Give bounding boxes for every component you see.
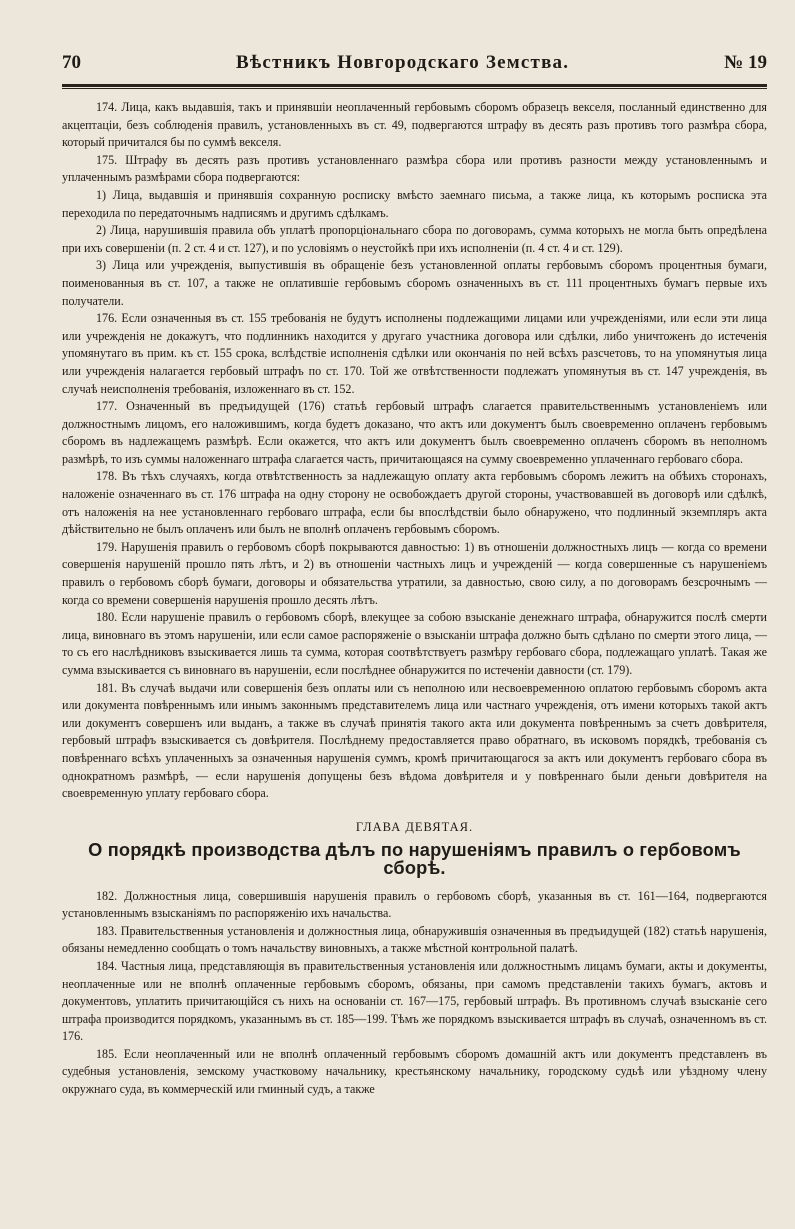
article-body xyxy=(62,99,767,1099)
page-header xyxy=(62,52,767,80)
paragraph-181: 181. Въ случаѣ выдачи или совершенія безъ оплаты или съ неполною или несвоевременною оплатою гербовымъ сборомъ акта или документа повѣреннымъ или инымъ законнымъ представителемъ лица или частнаго учрежденія, отъ имени которыхъ такой актъ или документъ совершенъ или выданъ, а также въ случаѣ принятія такого акта или документа повѣреннымъ за счетъ довѣрителя, гербовый штрафъ взыскивается съ довѣрителя. Послѣднему предоставляется право обратнаго, въ исковомъ порядкѣ, требованія съ повѣреннаго всѣхъ уплаченныхъ за означенныя нарушенія суммъ, кромѣ причитающагося за актъ или документъ гербоваго сбора въ однократномъ размѣрѣ, — если нарушенія допущены безъ вѣдома довѣрителя и у повѣреннаго были деньги довѣрителя на своевременную уплату гербоваго сбора. xyxy=(62,680,767,801)
issue-number: № 19 xyxy=(724,52,767,73)
chapter-label: ГЛАВА ДЕВЯТАЯ. xyxy=(355,819,474,834)
paragraph-175-item-2: 2) Лица, нарушившія правила объ уплатѣ пропорціональнаго сбора по договорамъ, сумма которыхъ не могла быть опредѣлена при ихъ совершеніи (п. 2 ст. 4 и ст. 127), и по условіямъ о неустойкѣ при ихъ исполненіи (п. 4 ст. 4 и ст. 129). xyxy=(62,223,767,255)
page-number: 70 xyxy=(62,52,81,73)
paragraph-185: 185. Если неоплаченный или не вполнѣ оплаченный гербовымъ сборомъ домашній актъ или документъ представленъ въ судебныя установленія, земскому участковому начальнику, крестьянскому начальнику, городскому судьѣ или уѣздному члену окружнаго суда, въ коммерческій или гминный судъ, а также xyxy=(62,1046,767,1097)
paragraph-179: 179. Нарушенія правилъ о гербовомъ сборѣ покрываются давностью: 1) въ отношеніи должностныхъ лицъ — когда со времени совершенія нарушеній прошло пять лѣтъ, и 2) въ отношеніи частныхъ лицъ и учрежденій — когда совершенные съ нарушеніемъ правилъ о гербовомъ сборѣ бумаги, договоры и обязательства утратили, за давностью, свою силу, а по договорамъ безсрочнымъ — когда со времени совершенія нарушенія прошло десять лѣтъ. xyxy=(62,539,767,607)
paragraph-175-item-1: 1) Лица, выдавшія и принявшія сохранную росписку вмѣсто заемнаго письма, а также лица, къ которымъ росписка эта переходила по передаточнымъ надписямъ и другимъ сдѣлкамъ. xyxy=(62,187,767,220)
chapter-title: О порядкѣ производства дѣлъ по нарушеніямъ правилъ о гербовомъ сборѣ. xyxy=(88,840,741,878)
paragraph-184: 184. Частныя лица, представляющія въ правительственныя установленія или должностнымъ лицамъ бумаги, акты и документы, неоплаченные или не вполнѣ оплаченные гербовымъ сборомъ, обязаны, при самомъ представленіи такихъ бумагъ, актовъ и документовъ, уплатить причитающійся съ нихъ на основаніи ст. 167—175, гербовый штрафъ. Въ противномъ случаѣ взысканіе сего штрафа производится порядкомъ, указаннымъ въ ст. 185—199. Тѣмъ же порядкомъ взыскивается штрафъ въ случаѣ, означенномъ въ ст. 176. xyxy=(62,958,767,1044)
paragraph-183: 183. Правительственныя установленія и должностныя лица, обнаружившія означенныя въ предъидущей (182) статьѣ нарушенія, обязаны немедленно сообщать о томъ начальству виновныхъ, а также мѣстной контрольной палатѣ. xyxy=(62,923,767,956)
paragraph-175: 175. Штрафу въ десять разъ противъ установленнаго размѣра сбора или противъ разности между установленнымъ и уплаченнымъ размѣрами сбора подвергаются: xyxy=(62,152,767,185)
paragraph-176: 176. Если означенныя въ ст. 155 требованія не будутъ исполнены подлежащими лицами или учрежденіями, или если эти лица или учрежденія не докажутъ, что подлинникъ находится у другаго участника договора или сдѣлки, либо уничтоженъ до истеченія упомянутаго въ прим. къ ст. 155 срока, вслѣдствіе исполненія сдѣлки или окончанія по ней всѣхъ разсчетовъ, то на упомянутыя лица или учрежденія налагается гербовый штрафъ по ст. 170. Той же отвѣтственности подлежатъ упомянутыя въ ст. 147 учрежденія, въ случаѣ неисполненія требованія, изложеннаго въ ст. 152. xyxy=(62,311,767,396)
paragraph-182: 182. Должностныя лица, совершившія нарушенія правилъ о гербовомъ сборѣ, указанныя въ ст. 161—164, подвергаются установленнымъ взысканіямъ по распоряженію ихъ начальства. xyxy=(62,888,767,921)
paragraph-174: 174. Лица, какъ выдавшія, такъ и принявшіи неоплаченный гербовымъ сборомъ образецъ векселя, посланный единственно для акцептаціи, безъ соблюденія правилъ, установленныхъ въ ст. 49, подвергаются штрафу въ десять разъ противъ того размѣра сбора, который причитался бы по суммѣ векселя. xyxy=(62,100,767,150)
journal-title: Вѣстникъ Новгородскаго Земства. xyxy=(235,52,570,73)
paragraph-178: 178. Въ тѣхъ случаяхъ, когда отвѣтственность за надлежащую оплату акта гербовымъ сборомъ лежитъ на обѣихъ сторонахъ, наложеніе означеннаго въ ст. 176 штрафа на одну сторону не освобождаетъ другой стороны, участвовавшей въ договорѣ или сдѣлкѣ, отъ наложенія на нее установленнаго гербоваго штрафа, если бы впослѣдствіи было обнаружено, что подлинный экземпляръ акта дѣйствительно не былъ оплаченъ или былъ не вполнѣ оплаченъ гербовымъ сборомъ. xyxy=(62,469,767,537)
header-rule-thick xyxy=(62,84,767,87)
header-rule-thin xyxy=(62,88,767,89)
paragraph-180: 180. Если нарушеніе правилъ о гербовомъ сборѣ, влекущее за собою взысканіе денежнаго штрафа, обнаружится послѣ смерти лица, виновнаго въ этомъ нарушеніи, или если самое распоряженіе о взысканіи штрафа должно быть сдѣлано по смерти этого лица, — то съ его наслѣдниковъ взыскивается лишь та сумма, которая соотвѣтствуетъ размѣру гербоваго сбора, подлежащаго уплатѣ. Такая же сумма взыскивается съ виновнаго въ нарушеніи, если послѣднее обнаружится по истеченіи давности (ст. 179). xyxy=(62,610,767,677)
paragraph-175-item-3: 3) Лица или учрежденія, выпустившія въ обращеніе безъ установленной оплаты гербовымъ сборомъ процентныя бумаги, поименованныя въ ст. 107, а также не оплатившіе гербовымъ сборомъ означенныхъ въ ст. 111 процентныхъ бумагъ первые ихъ получатели. xyxy=(62,258,767,308)
paragraph-177: 177. Означенный въ предъидущей (176) статьѣ гербовый штрафъ слагается правительственнымъ установленіемъ или должностнымъ лицомъ, его наложившимъ, когда будетъ доказано, что актъ или документъ былъ своевременно оплаченъ гербовымъ сборомъ въ надлежащемъ размѣрѣ. Если окажется, что актъ или документъ былъ своевременно оплаченъ сборомъ въ неполномъ размѣрѣ, то изъ суммы наложеннаго штрафа слагается часть, причитающаяся на сумму своевременно уплаченнаго гербоваго сбора. xyxy=(62,399,767,466)
